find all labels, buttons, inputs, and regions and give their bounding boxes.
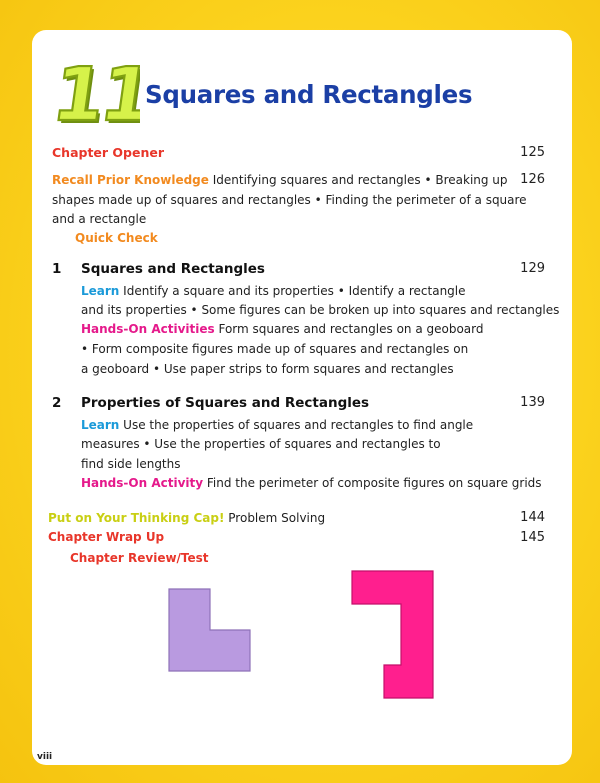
lesson-2-learn-label[interactable]: Learn — [81, 418, 120, 432]
lesson-2-title[interactable]: Properties of Squares and Rectangles — [81, 395, 370, 411]
lesson-2-hands-line-1 — [81, 476, 542, 490]
recall-text-1: Identifying squares and rectangles • Breaking up — [212, 173, 508, 187]
lesson-2-learn-line-1 — [81, 418, 473, 432]
lesson-2-page: 139 — [520, 395, 545, 410]
chapter-opener-page: 125 — [520, 145, 545, 160]
lesson-1-page: 129 — [520, 261, 545, 276]
lesson-1-number: 1 — [52, 261, 62, 277]
lesson-2-hands-text-1: Find the perimeter of composite figures on square grids — [206, 476, 542, 490]
chapter-title: Squares and Rectangles — [145, 80, 473, 109]
chapter-wrap-up-page: 145 — [520, 530, 545, 545]
lesson-2-hands-label[interactable]: Hands-On Activity — [81, 476, 204, 490]
thinking-cap-line — [48, 511, 325, 525]
lesson-1-learn-label[interactable]: Learn — [81, 284, 120, 298]
lesson-1-hands-text-1: Form squares and rectangles on a geoboard — [218, 322, 484, 336]
recall-text-2: shapes made up of squares and rectangles • Finding the perimeter of a square — [52, 193, 527, 207]
lesson-1-hands-text-3: a geoboard • Use paper strips to form squares and rectangles — [81, 362, 454, 376]
thinking-cap-text: Problem Solving — [228, 511, 326, 525]
chapter-number-shadow: 11 — [50, 55, 140, 130]
chapter-opener-label[interactable]: Chapter Opener — [52, 145, 165, 160]
lesson-1-learn-line-1 — [81, 284, 466, 298]
lesson-2-number: 2 — [52, 395, 62, 411]
recall-page: 126 — [520, 172, 545, 187]
lesson-2-learn-text-1: Use the properties of squares and rectangles to find angle — [123, 418, 474, 432]
lesson-1-hands-text-2: • Form composite figures made up of squares and rectangles on — [81, 342, 469, 356]
chapter-number: 11 — [50, 55, 140, 130]
recall-label[interactable]: Recall Prior Knowledge — [52, 173, 209, 187]
chapter-wrap-up-label[interactable]: Chapter Wrap Up — [48, 530, 165, 544]
lesson-2-learn-text-3: find side lengths — [81, 457, 181, 471]
page-folio: viii — [37, 752, 53, 762]
recall-text-3: and a rectangle — [52, 212, 147, 226]
chapter-number-badge — [50, 55, 140, 130]
thinking-cap-label[interactable]: Put on Your Thinking Cap! — [48, 511, 225, 525]
lesson-1-learn-text-1: Identify a square and its properties • Identify a rectangle — [123, 284, 466, 298]
lesson-1-title[interactable]: Squares and Rectangles — [81, 261, 265, 277]
lesson-1-learn-text-2: and its properties • Some figures can be broken up into squares and rectangles — [81, 303, 560, 317]
lesson-1-hands-line-1 — [81, 322, 484, 336]
pink-bracket-shape — [351, 570, 435, 700]
lesson-2-learn-text-2: measures • Use the properties of squares and rectangles to — [81, 437, 441, 451]
thinking-cap-page: 144 — [520, 510, 545, 525]
purple-l-shape — [168, 588, 252, 673]
recall-line-1 — [52, 173, 508, 187]
lesson-1-hands-label[interactable]: Hands-On Activities — [81, 322, 215, 336]
quick-check-label[interactable]: Quick Check — [75, 231, 158, 245]
chapter-review-test-label[interactable]: Chapter Review/Test — [70, 551, 209, 565]
